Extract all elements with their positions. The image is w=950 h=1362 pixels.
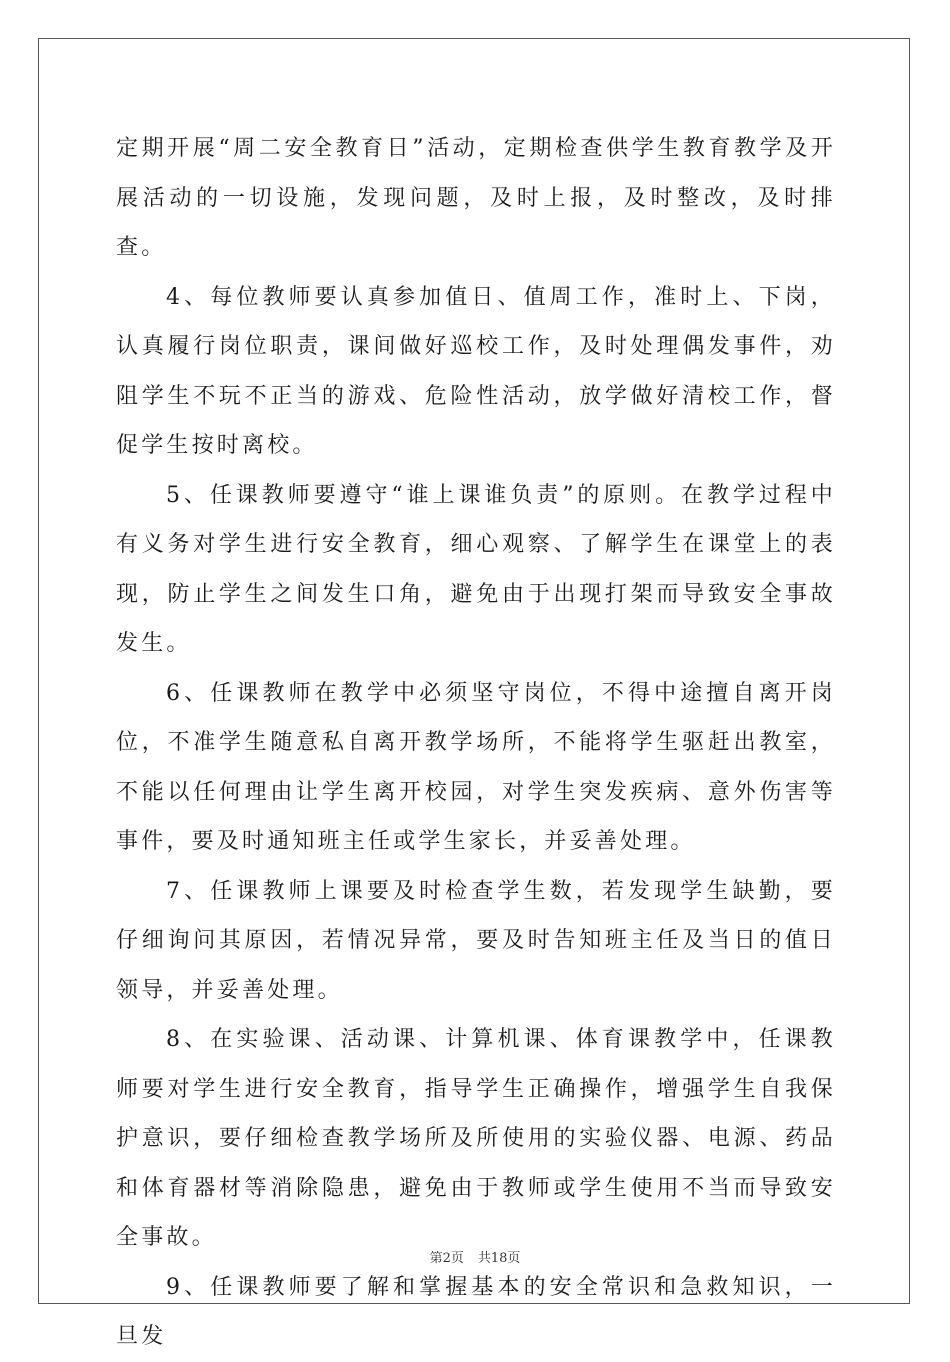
page-number: 第2页 [429,1251,464,1266]
paragraph: 定期开展“周二安全教育日”活动，定期检查供学生教育教学及开展活动的一切设施，发现问题，及时上报，及时整改，及时排查。 [116,136,836,260]
page-footer [0,1247,950,1266]
paragraph: 5、任课教师要遵守“谁上课谁负责”的原则。在教学过程中有义务对学生进行安全教育，细心观察、了解学生在课堂上的表现，防止学生之间发生口角，避免由于出现打架而导致安全事故发生。 [116,482,836,656]
paragraph: 8、在实验课、活动课、计算机课、体育课教学中，任课教师要对学生进行安全教育，指导学生正确操作，增强学生自我保护意识，要仔细检查教学场所及所使用的实验仪器、电源、药品和体育器材等消除隐患，避免由于教师或学生使用不当而导致安全事故。 [116,1027,836,1250]
paragraph: 6、任课教师在教学中必须坚守岗位，不得中途擅自离开岗位，不准学生随意私自离开教学场所，不能将学生驱赶出教室，不能以任何理由让学生离开校园，对学生突发疾病、意外伤害等事件，要及时通知班主任或学生家长，并妥善处理。 [116,680,836,854]
document-body [116,124,836,1362]
paragraph: 4、每位教师要认真参加值日、值周工作，准时上、下岗，认真履行岗位职责，课间做好巡校工作，及时处理偶发事件，劝阻学生不玩不正当的游戏、危险性活动，放学做好清校工作，督促学生按时离校。 [116,284,836,458]
paragraph: 9、任课教师要了解和掌握基本的安全常识和急救知识，一旦发 [116,1274,836,1349]
page-total: 共18页 [477,1251,521,1266]
paragraph: 7、任课教师上课要及时检查学生数，若发现学生缺勤，要仔细询问其原因，若情况异常，要及时告知班主任及当日的值日领导，并妥善处理。 [116,878,836,1003]
